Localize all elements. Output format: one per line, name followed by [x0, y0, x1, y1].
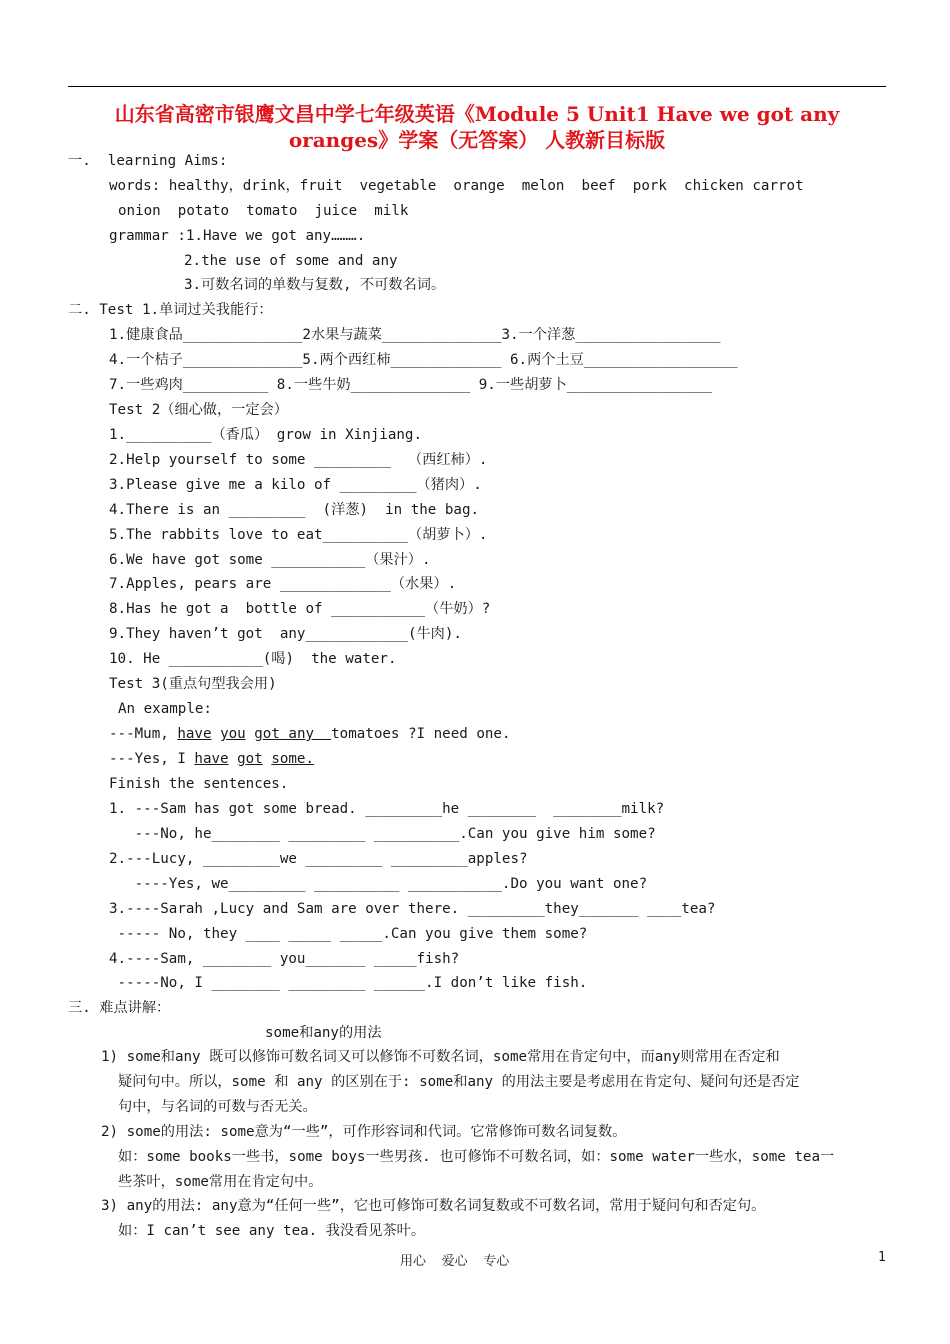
sentence-line: ---No, he________ _________ __________.Can you give him some? — [109, 826, 656, 842]
sentence-line: 2.---Lucy, _________we _________ _________apples? — [109, 851, 528, 867]
sentence-line: 4.----Sam, ________ you_______ _____fish? — [109, 951, 460, 967]
test3-heading: Test 3(重点句型我会用) — [109, 676, 277, 692]
finish-label: Finish the sentences. — [109, 776, 289, 792]
words-line-2: onion potato tomato juice milk — [118, 203, 409, 219]
section2-heading: 二. Test 1.单词过关我能行： — [68, 302, 273, 318]
title-line-1: 山东省高密市银鹰文昌中学七年级英语《Module 5 Unit1 Have we got any — [114, 102, 840, 126]
top-rule — [68, 86, 886, 87]
test2-item: 8.Has he got a bottle of ___________（牛奶）? — [109, 601, 491, 617]
paragraph-line: 如：some books一些书，some boys一些男孩. 也可修饰不可数名词，如：some water一些水，some tea一 — [118, 1149, 835, 1165]
example-question — [109, 725, 510, 743]
example-a-some: some. — [271, 751, 315, 767]
test2-item: 4.There is an _________ (洋葱) in the bag. — [109, 502, 480, 518]
test2-item: 7.Apples, pears are _____________（水果）. — [109, 576, 457, 592]
test2-item: 6.We have got some ___________（果汁）. — [109, 552, 431, 568]
sentence-line: -----No, I ________ _________ ______.I don’t like fish. — [109, 975, 588, 991]
sentence-line: ----- No, they ____ _____ _____.Can you give them some? — [109, 926, 588, 942]
title-line-2: oranges》学案（无答案） 人教新目标版 — [288, 128, 666, 152]
vocab-line: 7.一些鸡肉__________ 8.一些牛奶______________ 9.一些胡萝卜_________________ — [109, 377, 712, 393]
paragraph-line: 疑问句中。所以，some 和 any 的区别在于: some和any 的用法主要是考虑用在肯定句、疑问句还是否定 — [118, 1074, 800, 1090]
sentence-line: 1. ---Sam has got some bread. _________he ________ ________milk? — [109, 801, 665, 817]
grammar-line-3: 3.可数名词的单数与复数, 不可数名词。 — [184, 277, 446, 293]
grammar-line-2: 2.the use of some and any — [184, 253, 398, 269]
example-a-got: got — [237, 751, 263, 767]
example-q-have: have — [177, 726, 212, 742]
test2-item: 10. He ___________(喝) the water. — [109, 651, 397, 667]
words-line-1: words: healthy，drink，fruit vegetable orange melon beef pork chicken carrot — [109, 178, 804, 194]
test2-item: 1.__________（香瓜） grow in Xinjiang. — [109, 427, 422, 443]
test2-heading: Test 2（细心做，一定会） — [109, 402, 288, 418]
vocab-line: 1.健康食品______________2水果与蔬菜______________3.一个洋葱_________________ — [109, 327, 721, 343]
test2-item: 9.They haven’t got any____________(牛肉). — [109, 626, 462, 642]
example-q-you: you — [220, 726, 246, 742]
example-q-prefix: ---Mum, — [109, 726, 178, 742]
test2-item: 2.Help yourself to some _________ （西红柿）. — [109, 452, 488, 468]
example-a-prefix: ---Yes, I — [109, 751, 195, 767]
test2-item: 5.The rabbits love to eat__________（胡萝卜）. — [109, 527, 488, 543]
paragraph-line: 些茶叶，some常用在肯定句中。 — [118, 1174, 323, 1190]
page-number: 1 — [878, 1250, 886, 1265]
paragraph-line: 句中，与名词的可数与否无关。 — [118, 1099, 317, 1115]
footer-text: 用心 爱心 专心 — [400, 1254, 510, 1269]
example-q-gotany: got any — [254, 726, 332, 742]
section1-heading: 一. learning Aims: — [68, 153, 228, 169]
example-q-rest: tomatoes ?I need one. — [331, 726, 511, 742]
example-answer — [109, 750, 314, 768]
example-a-have: have — [194, 751, 229, 767]
test2-item: 3.Please give me a kilo of _________（猪肉）. — [109, 477, 482, 493]
section3-heading: 三. 难点讲解： — [68, 1000, 171, 1016]
paragraph-line: 1) some和any 既可以修饰可数名词又可以修饰不可数名词，some常用在肯定句中，而any则常用在否定和 — [101, 1049, 780, 1065]
paragraph-line: 3) any的用法: any意为“任何一些”，它也可修饰可数名词复数或不可数名词，常用于疑问句和否定句。 — [101, 1198, 766, 1214]
paragraph-line: 2) some的用法: some意为“一些”，可作形容词和代词。它常修饰可数名词复数。 — [101, 1124, 627, 1140]
sentence-line: ----Yes, we_________ __________ ___________.Do you want one? — [109, 876, 648, 892]
sentence-line: 3.----Sarah ,Lucy and Sam are over there. _________they_______ ____tea? — [109, 901, 716, 917]
section3-subtitle: some和any的用法 — [265, 1025, 382, 1041]
paragraph-line: 如：I can’t see any tea. 我没看见茶叶。 — [118, 1223, 426, 1239]
example-label: An example: — [118, 701, 212, 717]
grammar-line-1: grammar :1.Have we got any………. — [109, 228, 366, 244]
vocab-line: 4.一个桔子______________5.两个西红柿_____________ 6.两个土豆__________________ — [109, 352, 738, 368]
